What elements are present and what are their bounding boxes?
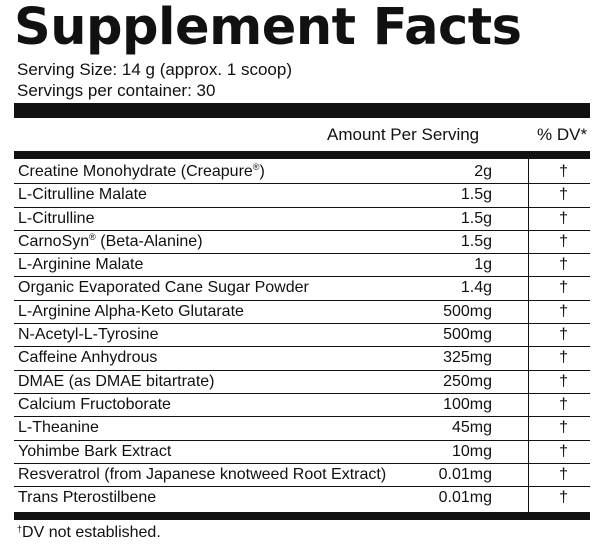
ingredient-amount: 1g [474,256,492,274]
table-row [14,208,590,231]
daily-value: † [559,349,568,367]
ingredient-amount: 0.01mg [438,489,492,507]
registered-mark: ® [89,231,96,242]
top-divider [14,103,590,118]
ingredient-name: L-Theanine [18,419,99,437]
daily-value: † [559,395,568,413]
ingredient-name: DMAE (as DMAE bitartrate) [18,372,215,390]
ingredient-name: N-Acetyl-L-Tyrosine [18,326,159,344]
ingredient-amount: 1.5g [460,232,492,250]
ingredient-amount: 2g [474,163,492,180]
ingredient-name: L-Citrulline Malate [18,186,147,204]
ingredient-name: Yohimbe Bark Extract [18,442,172,460]
ingredient-name: Caffeine Anhydrous [18,349,158,367]
daily-value: † [559,489,568,507]
table-row [14,231,590,254]
ingredient-name: Calcium Fructoborate [18,395,171,413]
panel-title: Supplement Facts [14,0,522,57]
daily-value: † [559,186,568,204]
ingredient-amount: 1.5g [460,209,492,227]
daily-value: † [559,419,568,437]
daily-value: † [559,302,568,320]
ingredient-amount: 500mg [443,302,492,320]
ingredient-amount: 500mg [443,326,492,344]
table-row [14,324,590,347]
bottom-divider [14,512,590,520]
daily-value: † [559,256,568,274]
header-divider [14,151,590,159]
ingredient-amount: 100mg [443,395,492,413]
table-row [14,161,590,184]
ingredient-amount: 1.5g [460,186,492,204]
ingredient-amount: 0.01mg [438,465,492,483]
daily-value: † [559,326,568,344]
table-row [14,347,590,370]
serving-size: Serving Size: 14 g (approx. 1 scoop) [17,60,292,79]
table-row [14,464,590,487]
table-row [14,441,590,464]
servings-per-container: Servings per container: 30 [17,81,216,100]
table-row [14,487,590,510]
table-row [14,417,590,440]
ingredient-amount: 45mg [451,419,492,437]
table-row [14,254,590,277]
ingredient-amount: 325mg [443,349,492,367]
daily-value: † [559,279,568,297]
table-row [14,277,590,300]
ingredient-name: L-Arginine Malate [18,256,144,274]
daily-value: † [559,209,568,227]
ingredient-amount: 10mg [451,442,492,460]
table-row [14,394,590,417]
dagger-mark: † [17,524,23,534]
table-row [14,184,590,207]
ingredient-name: L-Citrulline [18,209,95,227]
footnote-text: DV not established. [22,524,161,541]
registered-mark: ® [252,162,260,172]
ingredient-amount: 1.4g [460,279,492,297]
ingredient-name: CarnoSyn® (Beta-Alanine) [18,231,203,250]
facts-table [14,161,590,510]
footnote [17,523,161,543]
ingredient-name: Resveratrol (from Japanese knotweed Root Extract) [18,465,387,483]
daily-value-header: % DV* [537,125,588,144]
daily-value: † [559,442,568,460]
table-row [14,371,590,394]
daily-value: † [559,465,568,483]
ingredient-name: Trans Pterostilbene [18,489,157,507]
daily-value: † [559,232,568,250]
ingredient-amount: 250mg [443,372,492,390]
daily-value: † [559,163,568,180]
daily-value: † [559,372,568,390]
amount-per-serving-header: Amount Per Serving [327,125,480,144]
table-row [14,301,590,324]
ingredient-name: Creatine Monohydrate (Creapure®) [18,162,265,180]
ingredient-name: Organic Evaporated Cane Sugar Powder [18,279,309,297]
ingredient-name: L-Arginine Alpha-Keto Glutarate [18,302,244,320]
